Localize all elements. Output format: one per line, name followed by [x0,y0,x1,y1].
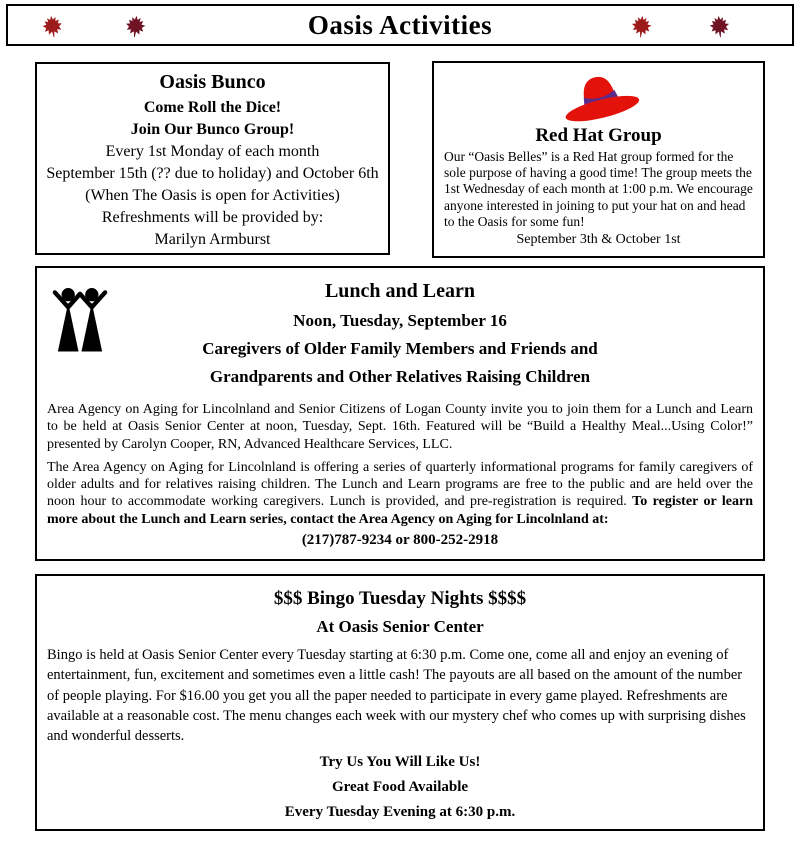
lunch-audience-line-1: Caregivers of Older Family Members and Friends and [202,339,598,358]
lunch-paragraph-1: Area Agency on Aging for Lincolnland and Senior Citizens of Logan County invite you to join them for a Lunch and Learn to be held at Oasis Senior Center at noon, Tuesday, Sept. 16th. Featured will be “Build a Healthy Meal...Using Color!” presented by Carolyn Cooper, RN, Advanced Healthcare Services, LLC. [47,402,753,452]
red-hat-title: Red Hat Group [535,125,662,146]
maple-leaf-icon [707,11,732,42]
bunco-tagline-1: Come Roll the Dice! [143,99,282,116]
lunch-title: Lunch and Learn [324,280,476,302]
maple-leaf-icon [629,11,654,42]
page-header [6,4,794,46]
red-hat-dates: September 3th & October 1st [516,232,681,248]
lunch-datetime: Noon, Tuesday, September 16 [293,311,507,330]
lunch-and-learn-section [35,266,765,561]
bingo-title: $$$ Bingo Tuesday Nights $$$$ [273,588,527,609]
red-hat-icon [444,67,753,123]
bingo-location: At Oasis Senior Center [316,617,484,636]
bunco-tagline-2: Join Our Bunco Group! [130,121,295,138]
red-hat-section [432,61,765,258]
lunch-paragraph-2-bold: To register or learn more about the Lunch and Learn series, contact the Area Agency on Aging for Lincolnland at: [47,494,753,527]
bunco-note: (When The Oasis is open for Activities) [85,187,340,204]
bunco-schedule: Every 1st Monday of each month [105,143,320,160]
page-title: Oasis Activities [307,9,493,40]
bunco-dates: September 15th (?? due to holiday) and October 6th [46,165,379,182]
maple-leaf-icon [123,11,149,42]
bingo-closing-line-2: Great Food Available [331,779,469,796]
bingo-section [35,574,765,831]
red-hat-description: Our “Oasis Belles” is a Red Hat group formed for the sole purpose of having a good time! The group meets the 1st Wednesday of each month at 1:00 p.m. We encourage anyone interested in joining to put your hat on and head to the Oasis for some fun! [444,149,753,229]
bunco-title: Oasis Bunco [159,71,266,93]
bunco-refreshments: Refreshments will be provided by: [101,209,324,226]
lunch-paragraph-2 [47,459,753,528]
people-figures-logo-icon [49,278,111,360]
lunch-audience-line-2: Grandparents and Other Relatives Raising Children [209,367,591,386]
bunco-host-name: Marilyn Armburst [154,231,271,248]
bingo-closing-line-3: Every Tuesday Evening at 6:30 p.m. [284,804,516,821]
bingo-closing-line-1: Try Us You Will Like Us! [319,754,481,771]
lunch-paragraph-2-regular: The Area Agency on Aging for Lincolnland is offering a series of quarterly informational programs for family caregivers of older adults and for relatives raising children. The Lunch and Learn programs are free to the public and are held over the noon hour to accommodate working caregivers. Lunch is provided, and pre-registration is required. [47,459,753,510]
bunco-section [35,62,390,255]
maple-leaf-icon [39,11,66,43]
lunch-phone-numbers: (217)787-9234 or 800-252-2918 [301,532,499,549]
bingo-description: Bingo is held at Oasis Senior Center every Tuesday starting at 6:30 p.m. Come one, come all and enjoy an evening of entertainment, fun, excitement and sometimes even a little cash! The payouts are all based on the amount of the number of people playing. For $16.00 you get you all the paper needed to participate in every game played. Refreshments are available at a reasonable cost. The menu changes each week with our mystery chef who comes up with surprising dishes and wonderful desserts. [47,647,746,745]
